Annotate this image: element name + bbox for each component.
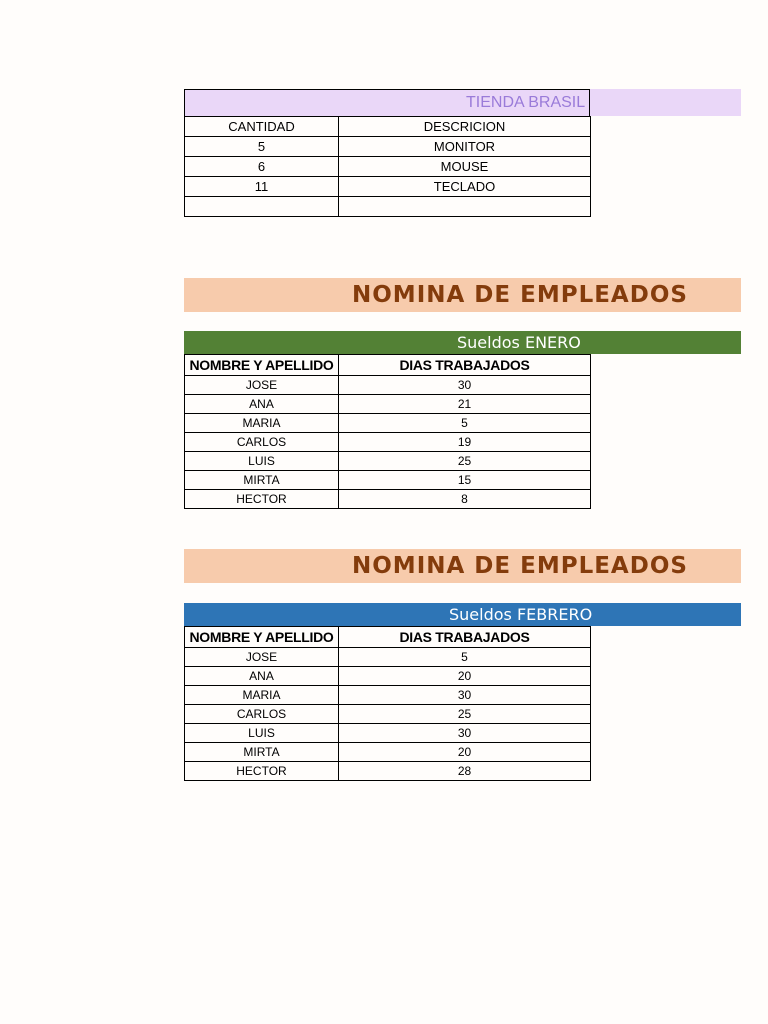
table-cell[interactable]: 21 xyxy=(339,395,591,414)
table-row xyxy=(185,376,591,395)
table-cell[interactable]: 20 xyxy=(339,743,591,762)
table-cell[interactable]: 5 xyxy=(339,414,591,433)
table-cell[interactable]: JOSE xyxy=(185,376,339,395)
table-cell[interactable]: 30 xyxy=(339,376,591,395)
table-header-row xyxy=(185,627,591,648)
tienda-title-band xyxy=(184,89,741,116)
table-cell[interactable]: ANA xyxy=(185,667,339,686)
table-row xyxy=(185,414,591,433)
table-cell[interactable]: JOSE xyxy=(185,648,339,667)
sueldos-enero-subtitle: Sueldos ENERO xyxy=(457,333,581,352)
header-cell[interactable]: NOMBRE Y APELLIDO xyxy=(185,355,339,376)
table-row xyxy=(185,490,591,509)
table-cell[interactable]: CARLOS xyxy=(185,705,339,724)
nomina-febrero-title: NOMINA DE EMPLEADOS xyxy=(352,553,688,579)
table-cell[interactable]: 19 xyxy=(339,433,591,452)
table-cell[interactable]: 5 xyxy=(185,137,339,157)
nomina-enero-title: NOMINA DE EMPLEADOS xyxy=(352,282,688,308)
nomina-enero-table xyxy=(184,354,591,509)
table-cell[interactable]: 15 xyxy=(339,471,591,490)
table-row xyxy=(185,177,591,197)
sueldos-febrero-subtitle: Sueldos FEBRERO xyxy=(449,605,593,624)
table-cell[interactable]: MIRTA xyxy=(185,743,339,762)
table-cell[interactable]: 25 xyxy=(339,705,591,724)
table-cell[interactable]: 20 xyxy=(339,667,591,686)
table-row xyxy=(185,686,591,705)
table-cell[interactable]: MONITOR xyxy=(339,137,591,157)
table-header-row xyxy=(185,117,591,137)
tienda-title: TIENDA BRASIL xyxy=(466,93,586,111)
table-header-row xyxy=(185,355,591,376)
table-cell[interactable] xyxy=(185,197,339,217)
sueldos-febrero-band xyxy=(184,603,741,626)
nomina-febrero-table xyxy=(184,626,591,781)
table-cell[interactable]: CARLOS xyxy=(185,433,339,452)
table-cell[interactable]: LUIS xyxy=(185,452,339,471)
table-row xyxy=(185,433,591,452)
table-cell[interactable]: 28 xyxy=(339,762,591,781)
header-cell[interactable]: NOMBRE Y APELLIDO xyxy=(185,627,339,648)
table-cell[interactable]: 30 xyxy=(339,724,591,743)
header-cell[interactable]: DESCRICION xyxy=(339,117,591,137)
table-cell[interactable]: 30 xyxy=(339,686,591,705)
table-row xyxy=(185,667,591,686)
table-cell[interactable]: 8 xyxy=(339,490,591,509)
table-row xyxy=(185,137,591,157)
table-row xyxy=(185,471,591,490)
table-row xyxy=(185,743,591,762)
header-cell[interactable]: DIAS TRABAJADOS xyxy=(339,355,591,376)
tienda-table xyxy=(184,116,591,217)
table-row xyxy=(185,762,591,781)
table-cell[interactable] xyxy=(339,197,591,217)
table-cell[interactable]: 6 xyxy=(185,157,339,177)
table-cell[interactable]: HECTOR xyxy=(185,762,339,781)
table-cell[interactable]: MOUSE xyxy=(339,157,591,177)
table-row xyxy=(185,197,591,217)
table-cell[interactable]: MIRTA xyxy=(185,471,339,490)
header-cell[interactable]: DIAS TRABAJADOS xyxy=(339,627,591,648)
table-cell[interactable]: MARIA xyxy=(185,686,339,705)
table-cell[interactable]: 5 xyxy=(339,648,591,667)
table-cell[interactable]: 11 xyxy=(185,177,339,197)
table-cell[interactable]: 25 xyxy=(339,452,591,471)
table-cell[interactable]: TECLADO xyxy=(339,177,591,197)
table-row xyxy=(185,395,591,414)
table-row xyxy=(185,452,591,471)
table-row xyxy=(185,648,591,667)
sueldos-enero-band xyxy=(184,331,741,354)
table-row xyxy=(185,724,591,743)
table-row xyxy=(185,157,591,177)
table-cell[interactable]: HECTOR xyxy=(185,490,339,509)
header-cell[interactable]: CANTIDAD xyxy=(185,117,339,137)
nomina-enero-title-band xyxy=(184,278,741,312)
table-row xyxy=(185,705,591,724)
nomina-febrero-title-band xyxy=(184,549,741,583)
table-cell[interactable]: MARIA xyxy=(185,414,339,433)
table-cell[interactable]: LUIS xyxy=(185,724,339,743)
table-cell[interactable]: ANA xyxy=(185,395,339,414)
